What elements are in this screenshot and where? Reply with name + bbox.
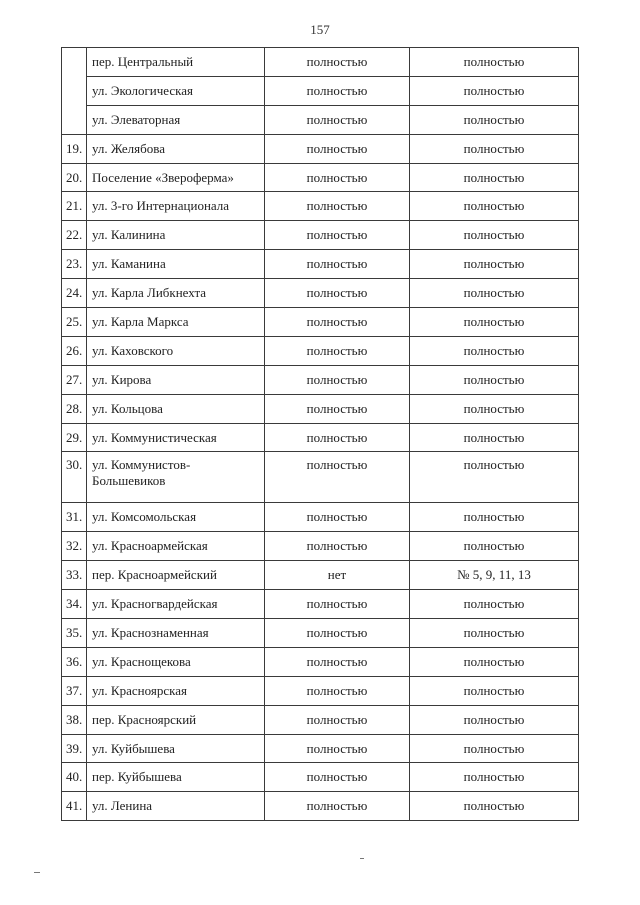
row-number: 29. xyxy=(62,423,87,452)
row-number: 19. xyxy=(62,134,87,163)
column-1-value: полностью xyxy=(265,503,410,532)
row-number: 24. xyxy=(62,279,87,308)
street-name: ул. Экологическая xyxy=(87,76,265,105)
street-name: ул. Карла Либкнехта xyxy=(87,279,265,308)
row-number: 28. xyxy=(62,394,87,423)
column-1-value: полностью xyxy=(265,192,410,221)
table-row xyxy=(62,221,579,250)
street-name: ул. Коммунистическая xyxy=(87,423,265,452)
column-2-value: полностью xyxy=(410,705,579,734)
column-1-value: полностью xyxy=(265,279,410,308)
column-1-value: полностью xyxy=(265,336,410,365)
table-row xyxy=(62,163,579,192)
column-2-value: полностью xyxy=(410,590,579,619)
column-1-value: полностью xyxy=(265,619,410,648)
row-number: 40. xyxy=(62,763,87,792)
table-row xyxy=(62,590,579,619)
column-1-value: полностью xyxy=(265,365,410,394)
row-number: 32. xyxy=(62,532,87,561)
row-number: 21. xyxy=(62,192,87,221)
street-name: ул. Калинина xyxy=(87,221,265,250)
row-number: 27. xyxy=(62,365,87,394)
table-row xyxy=(62,76,579,105)
street-name: ул. Каховского xyxy=(87,336,265,365)
table-row xyxy=(62,336,579,365)
column-2-value: полностью xyxy=(410,792,579,821)
table-row xyxy=(62,619,579,648)
row-number: 30. xyxy=(62,452,87,503)
row-number: 34. xyxy=(62,590,87,619)
row-number: 41. xyxy=(62,792,87,821)
column-1-value: полностью xyxy=(265,163,410,192)
column-1-value: полностью xyxy=(265,308,410,337)
street-name: ул. Красноармейская xyxy=(87,532,265,561)
column-2-value: полностью xyxy=(410,452,579,503)
row-number xyxy=(62,105,87,134)
street-name: ул. Желябова xyxy=(87,134,265,163)
street-name: пер. Красноармейский xyxy=(87,561,265,590)
column-1-value: полностью xyxy=(265,394,410,423)
column-2-value: полностью xyxy=(410,221,579,250)
street-name: ул. Кирова xyxy=(87,365,265,394)
row-number: 25. xyxy=(62,308,87,337)
street-name: ул. Куйбышева xyxy=(87,734,265,763)
street-name: ул. Кольцова xyxy=(87,394,265,423)
row-number: 39. xyxy=(62,734,87,763)
column-2-value: полностью xyxy=(410,619,579,648)
table-row xyxy=(62,561,579,590)
column-1-value: полностью xyxy=(265,590,410,619)
street-name: ул. Коммунистов-Большевиков xyxy=(87,452,265,503)
column-2-value: полностью xyxy=(410,763,579,792)
column-2-value: полностью xyxy=(410,734,579,763)
column-1-value: полностью xyxy=(265,48,410,77)
column-1-value: нет xyxy=(265,561,410,590)
street-name: ул. Ленина xyxy=(87,792,265,821)
street-name: ул. Карла Маркса xyxy=(87,308,265,337)
row-number: 23. xyxy=(62,250,87,279)
street-name: пер. Центральный xyxy=(87,48,265,77)
scan-artifact xyxy=(360,858,364,859)
table-row xyxy=(62,423,579,452)
column-2-value: полностью xyxy=(410,394,579,423)
column-2-value: полностью xyxy=(410,134,579,163)
column-2-value: полностью xyxy=(410,676,579,705)
column-1-value: полностью xyxy=(265,647,410,676)
table-row xyxy=(62,308,579,337)
column-2-value: полностью xyxy=(410,192,579,221)
column-2-value: полностью xyxy=(410,279,579,308)
street-name: ул. Красноярская xyxy=(87,676,265,705)
table-row xyxy=(62,792,579,821)
column-1-value: полностью xyxy=(265,705,410,734)
street-name: ул. Каманина xyxy=(87,250,265,279)
row-number: 36. xyxy=(62,647,87,676)
table-row xyxy=(62,734,579,763)
column-1-value: полностью xyxy=(265,763,410,792)
column-2-value: полностью xyxy=(410,48,579,77)
table-row xyxy=(62,105,579,134)
row-number: 35. xyxy=(62,619,87,648)
column-2-value: полностью xyxy=(410,532,579,561)
column-2-value: № 5, 9, 11, 13 xyxy=(410,561,579,590)
table-row xyxy=(62,279,579,308)
row-number: 31. xyxy=(62,503,87,532)
street-name: ул. Комсомольская xyxy=(87,503,265,532)
row-number: 20. xyxy=(62,163,87,192)
street-name: пер. Красноярский xyxy=(87,705,265,734)
column-1-value: полностью xyxy=(265,105,410,134)
table-row xyxy=(62,676,579,705)
table-row xyxy=(62,250,579,279)
column-2-value: полностью xyxy=(410,336,579,365)
column-2-value: полностью xyxy=(410,503,579,532)
column-1-value: полностью xyxy=(265,532,410,561)
table-row xyxy=(62,394,579,423)
table-row xyxy=(62,503,579,532)
row-number: 38. xyxy=(62,705,87,734)
street-name: пер. Куйбышева xyxy=(87,763,265,792)
column-1-value: полностью xyxy=(265,792,410,821)
column-2-value: полностью xyxy=(410,647,579,676)
row-number: 22. xyxy=(62,221,87,250)
column-1-value: полностью xyxy=(265,734,410,763)
column-1-value: полностью xyxy=(265,423,410,452)
table-row xyxy=(62,192,579,221)
column-2-value: полностью xyxy=(410,423,579,452)
scan-artifact xyxy=(34,872,40,873)
column-2-value: полностью xyxy=(410,76,579,105)
column-1-value: полностью xyxy=(265,452,410,503)
table-row xyxy=(62,365,579,394)
table-row xyxy=(62,705,579,734)
column-1-value: полностью xyxy=(265,250,410,279)
row-number xyxy=(62,76,87,105)
street-name: ул. 3-го Интернационала xyxy=(87,192,265,221)
page-number: 157 xyxy=(310,22,330,37)
table-row xyxy=(62,48,579,77)
column-2-value: полностью xyxy=(410,365,579,394)
row-number: 26. xyxy=(62,336,87,365)
column-2-value: полностью xyxy=(410,105,579,134)
column-2-value: полностью xyxy=(410,250,579,279)
row-number xyxy=(62,48,87,77)
column-1-value: полностью xyxy=(265,221,410,250)
street-name: ул. Краснознаменная xyxy=(87,619,265,648)
row-number: 37. xyxy=(62,676,87,705)
column-1-value: полностью xyxy=(265,676,410,705)
street-name: ул. Красногвардейская xyxy=(87,590,265,619)
table-row xyxy=(62,532,579,561)
table-row xyxy=(62,763,579,792)
table-row xyxy=(62,452,579,503)
column-2-value: полностью xyxy=(410,308,579,337)
column-1-value: полностью xyxy=(265,76,410,105)
street-name: Поселение «Звероферма» xyxy=(87,163,265,192)
streets-table xyxy=(61,47,579,821)
table-row xyxy=(62,647,579,676)
street-name: ул. Краснощекова xyxy=(87,647,265,676)
column-1-value: полностью xyxy=(265,134,410,163)
row-number: 33. xyxy=(62,561,87,590)
column-2-value: полностью xyxy=(410,163,579,192)
street-name: ул. Элеваторная xyxy=(87,105,265,134)
table-row xyxy=(62,134,579,163)
